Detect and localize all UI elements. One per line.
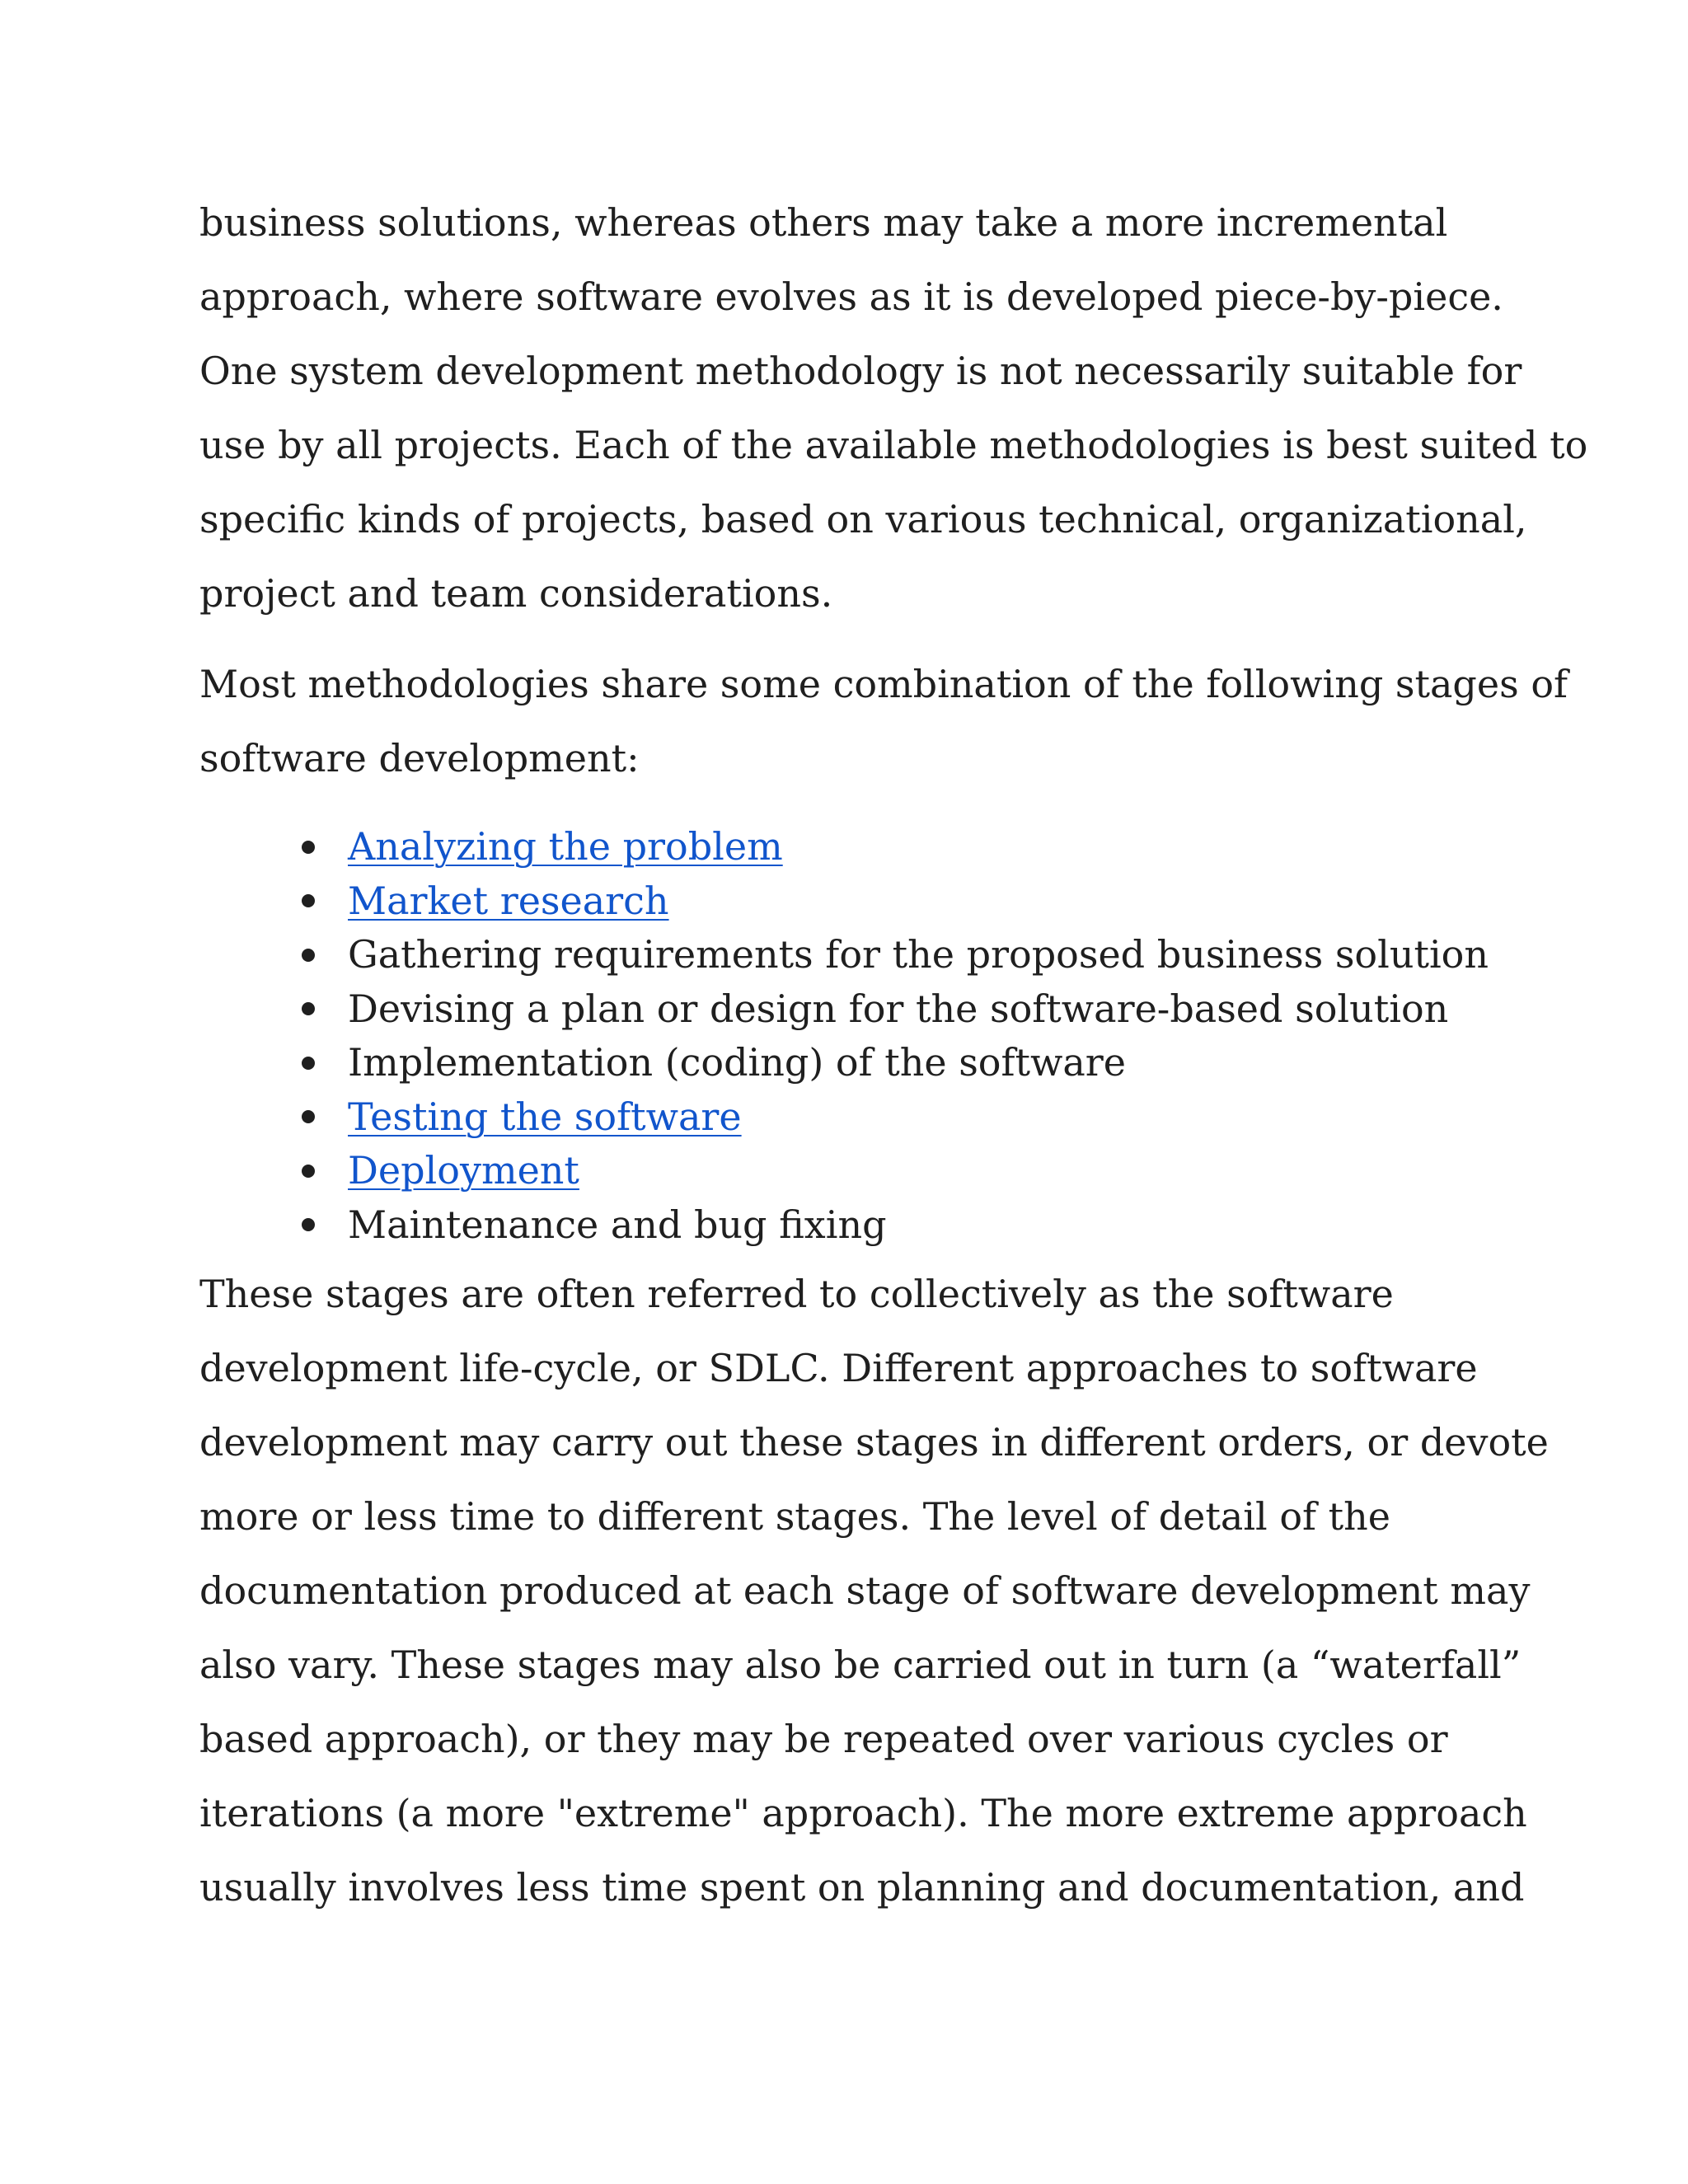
stage-item-market-research [199, 874, 1489, 929]
paragraph-line: usually involves less time spent on planning and documentation, and [199, 1865, 1525, 1910]
bullet-icon [302, 1057, 315, 1070]
paragraph-line: business solutions, whereas others may take a more incremental [199, 200, 1448, 245]
paragraph-line: One system development methodology is not necessarily suitable for [199, 349, 1522, 393]
stage-item-implementation [199, 1036, 1489, 1090]
stage-item-gathering-requirements [199, 928, 1489, 982]
bullet-icon [302, 1002, 315, 1015]
bullet-icon [302, 949, 315, 962]
stage-item-deployment [199, 1144, 1489, 1198]
paragraph-line: software development: [199, 736, 640, 780]
bullet-icon [302, 894, 315, 907]
stage-item-testing [199, 1090, 1489, 1145]
sdlc-paragraph [199, 1257, 1549, 1924]
paragraph-line: approach, where software evolves as it is developed piece-by-piece. [199, 274, 1503, 319]
stages-intro-paragraph [199, 647, 1568, 795]
stage-text: Maintenance and bug fixing [348, 1202, 887, 1247]
stage-text: Implementation (coding) of the software [348, 1040, 1127, 1085]
stages-list [199, 820, 1489, 1252]
bullet-icon [302, 1218, 315, 1231]
stage-item-devising-plan [199, 982, 1489, 1037]
stage-text: Gathering requirements for the proposed business solution [348, 932, 1489, 977]
stage-text: Devising a plan or design for the software-based solution [348, 986, 1449, 1031]
paragraph-line: based approach), or they may be repeated over various cycles or [199, 1717, 1448, 1761]
paragraph-line: iterations (a more "extreme" approach). The more extreme approach [199, 1791, 1527, 1835]
link-deployment[interactable]: Deployment [348, 1148, 579, 1193]
bullet-icon [302, 1165, 315, 1178]
stage-item-analyzing [199, 820, 1489, 874]
paragraph-line: development life-cycle, or SDLC. Different approaches to software [199, 1346, 1478, 1390]
bullet-icon [302, 1110, 315, 1123]
paragraph-line: These stages are often referred to collectively as the software [199, 1272, 1394, 1316]
paragraph-line: specific kinds of projects, based on various technical, organizational, [199, 497, 1527, 541]
paragraph-line: development may carry out these stages in different orders, or devote [199, 1420, 1549, 1465]
paragraph-line: documentation produced at each stage of software development may [199, 1568, 1531, 1613]
paragraph-line: Most methodologies share some combination of the following stages of [199, 662, 1568, 706]
bullet-icon [302, 841, 315, 854]
paragraph-line: project and team considerations. [199, 571, 833, 616]
intro-paragraph [199, 185, 1587, 630]
link-testing-the-software[interactable]: Testing the software [348, 1094, 742, 1139]
paragraph-line: more or less time to different stages. The level of detail of the [199, 1494, 1391, 1539]
link-analyzing-the-problem[interactable]: Analyzing the problem [348, 824, 783, 869]
paragraph-line: also vary. These stages may also be carried out in turn (a “waterfall” [199, 1643, 1522, 1687]
paragraph-line: use by all projects. Each of the available methodologies is best suited to [199, 423, 1588, 467]
stage-item-maintenance [199, 1198, 1489, 1253]
link-market-research[interactable]: Market research [348, 878, 669, 923]
